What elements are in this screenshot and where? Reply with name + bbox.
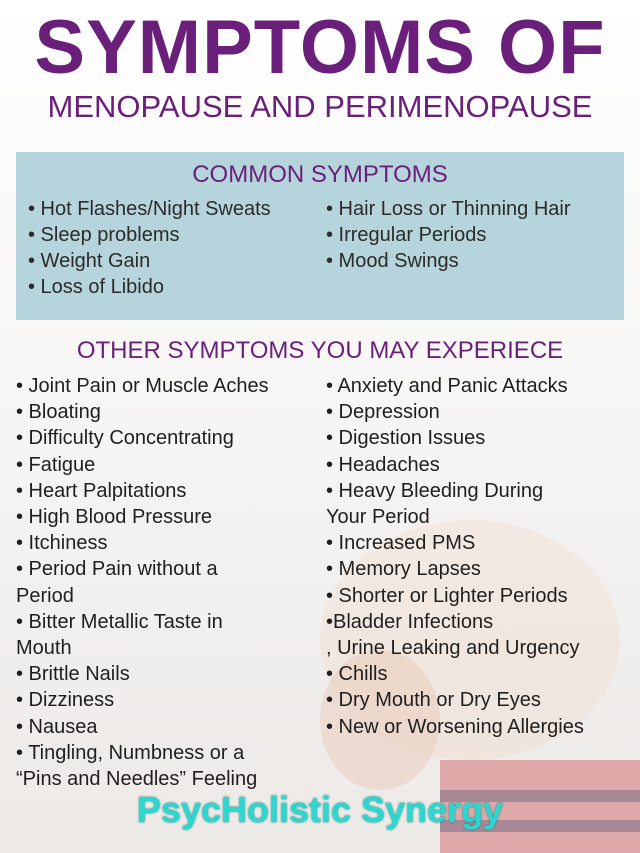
list-item: • Loss of Libido <box>28 276 164 298</box>
list-item: • Heavy Bleeding During <box>326 479 544 502</box>
list-item: • Irregular Periods <box>326 224 487 246</box>
list-item: Mouth <box>16 637 72 660</box>
list-item: • Mood Swings <box>326 250 459 272</box>
list-item: • Bloating <box>16 401 101 424</box>
list-item: • High Blood Pressure <box>16 506 212 529</box>
list-item: • Joint Pain or Muscle Aches <box>16 375 269 397</box>
list-item: • Tingling, Numbness or a <box>16 741 245 764</box>
list-item: • Dizziness <box>16 689 115 712</box>
list-item: • Depression <box>326 401 440 424</box>
list-item: • Hot Flashes/Night Sweats <box>28 198 271 220</box>
list-item: • Fatigue <box>16 453 96 476</box>
other-symptoms-heading: OTHER SYMPTOMS YOU MAY EXPERIECE <box>76 337 564 364</box>
list-item: • Nausea <box>16 715 98 738</box>
list-item: • Memory Lapses <box>326 558 481 581</box>
other-symptoms-left-list <box>16 373 316 792</box>
list-item: • Weight Gain <box>28 250 151 272</box>
list-item: , Urine Leaking and Urgency <box>326 637 580 660</box>
list-item: • Chills <box>326 663 388 686</box>
page-subtitle: MENOPAUSE AND PERIMENOPAUSE <box>47 89 593 124</box>
list-item: • Bitter Metallic Taste in <box>16 610 223 633</box>
list-item: • Digestion Issues <box>326 427 486 450</box>
list-item: • Heart Palpitations <box>16 479 187 502</box>
list-item: Period <box>16 584 74 607</box>
list-item: • Difficulty Concentrating <box>16 427 234 450</box>
list-item: Your Period <box>326 506 430 529</box>
list-item: • Shorter or Lighter Periods <box>326 584 568 607</box>
common-symptoms-panel <box>16 152 624 320</box>
list-item: • Increased PMS <box>326 532 476 555</box>
brand-watermark: PsycHolistic Synergy <box>136 789 504 830</box>
list-item: • Period Pain without a <box>16 558 218 581</box>
list-item: • Headaches <box>326 453 440 476</box>
list-item: •Bladder Infections <box>326 610 494 633</box>
list-item: “Pins and Needles” Feeling <box>16 768 258 791</box>
list-item: • Itchiness <box>16 532 108 555</box>
list-item: • Anxiety and Panic Attacks <box>326 375 568 397</box>
other-symptoms-right-list <box>326 373 626 740</box>
list-item: • Dry Mouth or Dry Eyes <box>326 689 541 712</box>
list-item: • New or Worsening Allergies <box>326 715 584 738</box>
common-symptoms-right-list <box>326 196 571 274</box>
common-symptoms-left-list <box>28 196 271 300</box>
list-item: • Sleep problems <box>28 224 180 246</box>
page-title: SYMPTOMS OF <box>34 5 606 90</box>
common-symptoms-heading: COMMON SYMPTOMS <box>192 161 448 188</box>
list-item: • Hair Loss or Thinning Hair <box>326 198 571 220</box>
list-item: • Brittle Nails <box>16 663 130 686</box>
